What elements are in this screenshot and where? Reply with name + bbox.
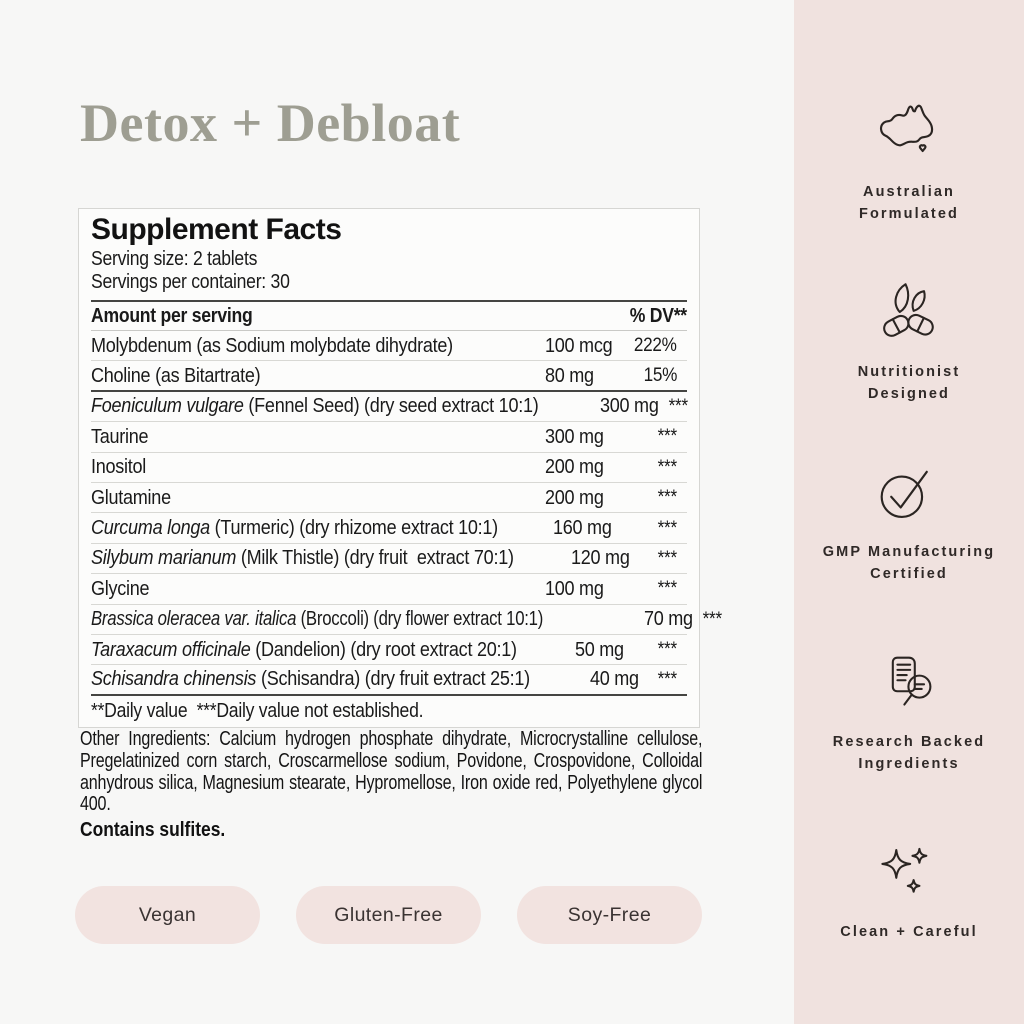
ingredient-amount: 100 mg xyxy=(545,576,604,600)
ingredient-name: Taraxacum officinale (Dandelion) (dry root extract 20:1) xyxy=(91,637,517,661)
leaves-capsules-icon xyxy=(872,268,946,356)
ingredient-dv: 222% xyxy=(634,334,677,357)
badge-gluten-free xyxy=(296,886,481,944)
ingredient-dv: 15% xyxy=(643,364,677,387)
ingredient-name: Curcuma longa (Turmeric) (dry rhizome extract 10:1) xyxy=(91,516,498,540)
ingredient-amount: 120 mg xyxy=(571,546,630,570)
supplement-row xyxy=(91,392,687,422)
supplement-row xyxy=(91,483,687,513)
features-sidebar xyxy=(794,0,1024,1024)
supplement-row xyxy=(91,422,687,452)
supplement-row xyxy=(91,665,687,695)
ingredient-dv: *** xyxy=(657,638,677,661)
ingredient-name: Silybum marianum (Milk Thistle) (dry fruit extract 70:1) xyxy=(91,546,514,570)
facts-column-header xyxy=(91,300,687,331)
research-magnifier-icon xyxy=(872,638,946,726)
ingredient-dv: *** xyxy=(657,667,677,690)
ingredient-amount: 50 mg xyxy=(574,637,624,661)
ingredient-amount: 200 mg xyxy=(545,455,604,479)
ingredient-name: Choline (as Bitartrate) xyxy=(91,363,261,387)
supplement-row xyxy=(91,331,687,361)
ingredient-name: Inositol xyxy=(91,455,147,479)
feature-research-backed xyxy=(794,638,1024,775)
badge-soy-free xyxy=(517,886,702,944)
ingredient-amount: 40 mg xyxy=(589,667,639,691)
supplement-row xyxy=(91,544,687,574)
ingredient-dv: *** xyxy=(657,516,677,539)
ingredient-dv: *** xyxy=(657,577,677,600)
ingredient-name: Glycine xyxy=(91,576,150,600)
australia-icon xyxy=(871,88,947,176)
contains-sulfites-note: Contains sulfites. xyxy=(80,818,226,841)
ingredient-amount: 80 mg xyxy=(545,363,594,387)
supplement-row xyxy=(91,513,687,543)
badge-vegan xyxy=(75,886,260,944)
ingredient-amount: 160 mg xyxy=(553,516,613,540)
supplement-row xyxy=(91,605,722,635)
ingredient-amount: 70 mg xyxy=(644,607,694,631)
feature-nutritionist-designed xyxy=(794,268,1024,405)
supplement-row xyxy=(91,635,687,665)
feature-label: Australian Formulated xyxy=(859,184,959,222)
diet-badges xyxy=(75,886,702,944)
ingredient-dv: *** xyxy=(702,607,722,630)
feature-gmp-certified xyxy=(794,448,1024,585)
sparkles-icon xyxy=(872,828,946,916)
badge-label: Vegan xyxy=(138,903,197,926)
feature-australian-formulated xyxy=(794,88,1024,225)
ingredient-name: Taurine xyxy=(91,424,149,448)
ingredient-dv: *** xyxy=(657,546,677,569)
ingredient-name: Brassica oleracea var. italica (Broccoli) (dry flower extract 10:1) xyxy=(91,607,544,631)
ingredient-amount: 300 mg xyxy=(599,394,659,418)
supplement-facts-title: Supplement Facts xyxy=(91,213,342,246)
ingredient-dv: *** xyxy=(657,425,677,448)
badge-label: Soy-Free xyxy=(567,903,652,926)
supplement-row xyxy=(91,453,687,483)
badge-label: Gluten-Free xyxy=(334,903,443,926)
ingredient-name: Molybdenum (as Sodium molybdate dihydrate) xyxy=(91,333,453,357)
ingredient-name: Glutamine xyxy=(91,485,171,509)
ingredient-amount: 300 mg xyxy=(545,424,604,448)
ingredient-dv: *** xyxy=(668,394,688,417)
supplement-row xyxy=(91,574,687,604)
other-ingredients-text: Other Ingredients: Calcium hydrogen phosphate dihydrate, Microcrystalline cellulose, Pregelatinized corn starch, Croscarmellose sodium, Povidone, Crospovidone, Colloidal anhydrous silica, Magnesium stearate, Hypromellose, Iron oxide red, Polyethylene glycol 400. xyxy=(80,728,703,816)
ingredient-dv: *** xyxy=(657,486,677,509)
feature-label: Research Backed Ingredients xyxy=(832,734,986,772)
feature-label: Nutritionist Designed xyxy=(857,364,961,402)
ingredient-name: Schisandra chinensis (Schisandra) (dry fruit extract 25:1) xyxy=(91,667,530,691)
serving-size: Serving size: 2 tablets xyxy=(91,248,258,270)
ingredient-amount: 200 mg xyxy=(545,485,604,509)
ingredient-amount: 100 mcg xyxy=(545,333,613,357)
servings-per-container: Servings per container: 30 xyxy=(91,271,290,293)
facts-rows xyxy=(91,331,722,696)
dv-column-header: % DV** xyxy=(629,304,687,327)
supplement-row xyxy=(91,361,687,391)
feature-clean-careful xyxy=(794,828,1024,943)
supplement-facts-panel xyxy=(78,208,722,728)
amount-column-header: Amount per serving xyxy=(91,304,253,327)
ingredient-name: Foeniculum vulgare (Fennel Seed) (dry seed extract 10:1) xyxy=(91,394,539,418)
feature-label: Clean + Careful xyxy=(840,924,978,940)
daily-value-footnote: **Daily value ***Daily value not established. xyxy=(91,699,424,722)
product-title: Detox + Debloat xyxy=(80,93,461,153)
feature-label: GMP Manufacturing Certified xyxy=(822,544,996,582)
ingredient-dv: *** xyxy=(657,455,677,478)
check-circle-icon xyxy=(871,448,947,536)
